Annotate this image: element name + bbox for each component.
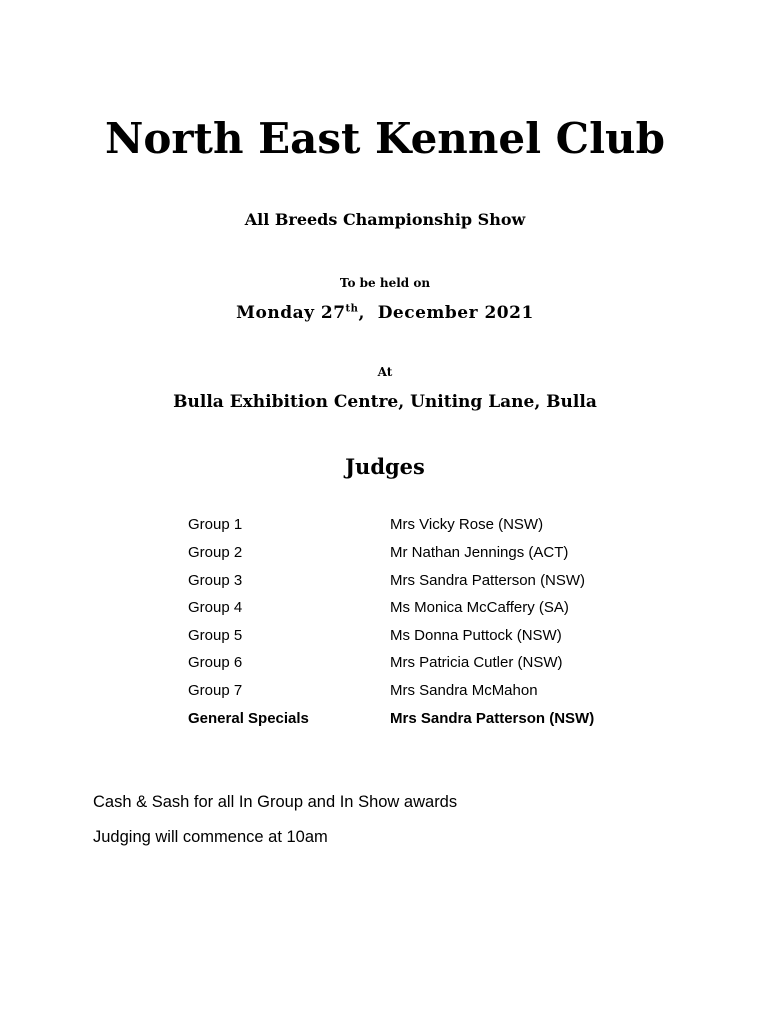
group-label: Group 5 [188, 627, 243, 644]
show-date-suffix: th [345, 303, 359, 315]
group-label: General Specials [188, 710, 309, 727]
judge-name: Mrs Vicky Rose (NSW) [390, 516, 544, 533]
judge-name: Ms Donna Puttock (NSW) [390, 627, 562, 644]
group-label: Group 1 [188, 516, 243, 533]
show-date-rest: , December 2021 [358, 303, 534, 323]
judge-name: Mrs Sandra McMahon [390, 682, 538, 699]
at-label: At [377, 365, 393, 379]
show-subtitle: All Breeds Championship Show [244, 210, 526, 229]
judge-row [0, 516, 770, 538]
judge-row [0, 544, 770, 566]
page-title: North East Kennel Club [105, 114, 665, 163]
judge-name: Mrs Patricia Cutler (NSW) [390, 654, 563, 671]
judge-name: Mr Nathan Jennings (ACT) [390, 544, 569, 561]
awards-note: Cash & Sash for all In Group and In Show awards [93, 793, 458, 811]
venue: Bulla Exhibition Centre, Uniting Lane, Bulla [173, 392, 597, 412]
judge-row [0, 572, 770, 594]
show-date [0, 303, 770, 323]
judge-row [0, 627, 770, 649]
group-label: Group 3 [188, 572, 243, 589]
judge-row [0, 682, 770, 704]
group-label: Group 6 [188, 654, 243, 671]
judge-row [0, 599, 770, 621]
group-label: Group 2 [188, 544, 243, 561]
judge-row-general-specials [0, 710, 770, 732]
held-on-label: To be held on [339, 276, 431, 290]
group-label: Group 4 [188, 599, 243, 616]
judge-name: Mrs Sandra Patterson (NSW) [390, 572, 586, 589]
group-label: Group 7 [188, 682, 243, 699]
start-time-note: Judging will commence at 10am [93, 828, 328, 846]
judge-name: Mrs Sandra Patterson (NSW) [390, 710, 595, 727]
judges-heading: Judges [345, 454, 425, 479]
judge-name: Ms Monica McCaffery (SA) [390, 599, 569, 616]
judge-row [0, 654, 770, 676]
show-date-day: Monday 27 [236, 303, 346, 323]
